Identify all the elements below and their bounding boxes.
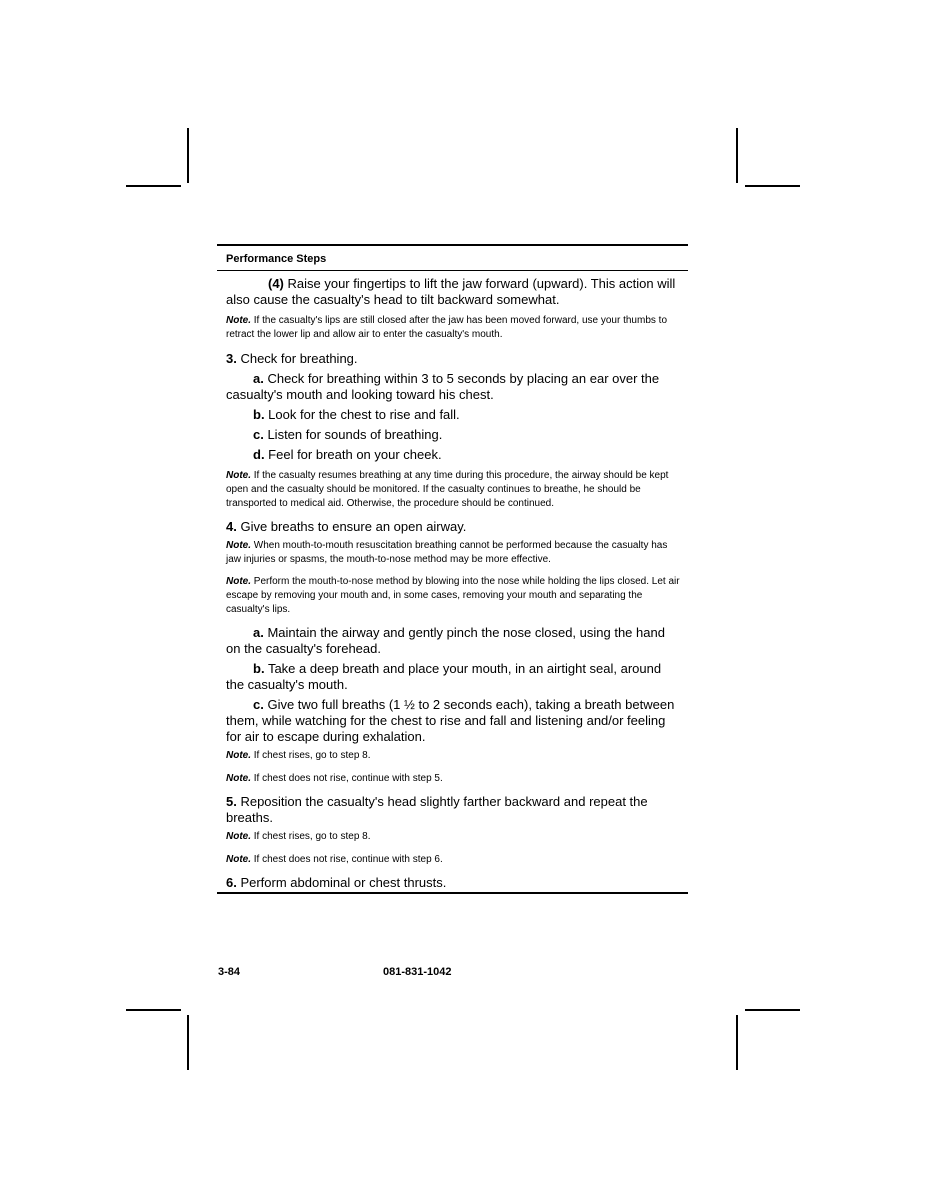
step-5: 5. Reposition the casualty's head slightly farther backward and repeat the breaths. bbox=[226, 794, 648, 825]
note: Note. When mouth-to-mouth resuscitation breathing cannot be performed because the casualty has jaw injuries or spasms, the mouth-to-nose method may be more effective. bbox=[226, 540, 668, 565]
crop-mark bbox=[736, 1015, 738, 1070]
crop-mark bbox=[126, 1009, 181, 1011]
step-6: 6. Perform abdominal or chest thrusts. bbox=[226, 875, 447, 890]
page-footer bbox=[218, 966, 518, 980]
header-rule bbox=[217, 270, 688, 271]
document-body bbox=[217, 244, 688, 894]
crop-mark bbox=[745, 1009, 800, 1011]
crop-mark bbox=[187, 128, 189, 183]
note: Note. If the casualty's lips are still closed after the jaw has been moved forward, use your thumbs to retract the lower lip and allow air to enter the casualty's mouth. bbox=[226, 315, 668, 340]
step-3b: b. Look for the chest to rise and fall. bbox=[253, 407, 460, 422]
note: Note. If chest rises, go to step 8. bbox=[226, 750, 371, 761]
note: Note. If chest rises, go to step 8. bbox=[226, 831, 371, 842]
page-number: 3-84 bbox=[218, 966, 241, 978]
note: Note. If the casualty resumes breathing at any time during this procedure, the airway should be kept open and the casualty should be monitored. If the casualty continues to breathe, he should be transported to medical aid. Otherwise, the procedure should be continued. bbox=[226, 470, 669, 509]
step-3d: d. Feel for breath on your cheek. bbox=[253, 447, 442, 462]
crop-mark bbox=[745, 185, 800, 187]
step-4b: b. Take a deep breath and place your mouth, in an airtight seal, around the casualty's mouth. bbox=[226, 661, 662, 692]
step-3a: a. Check for breathing within 3 to 5 seconds by placing an ear over the casualty's mouth and looking toward his chest. bbox=[226, 371, 660, 402]
step-3: 3. Check for breathing. bbox=[226, 351, 358, 366]
note: Note. If chest does not rise, continue with step 5. bbox=[226, 773, 443, 784]
crop-mark bbox=[187, 1015, 189, 1070]
section-header: Performance Steps bbox=[226, 253, 327, 265]
step-3c: c. Listen for sounds of breathing. bbox=[253, 427, 443, 442]
crop-mark bbox=[736, 128, 738, 183]
step-4c: c. Give two full breaths (1 ½ to 2 seconds each), taking a breath between them, while watching for the chest to rise and fall and listening and/or feeling for air to escape during exhalation. bbox=[226, 697, 675, 744]
step-3-4-continued: (4) Raise your fingertips to lift the jaw forward (upward). This action will also cause the casualty's head to tilt backward somewhat. bbox=[226, 276, 676, 307]
steps-content bbox=[217, 276, 688, 891]
task-number: 081-831-1042 bbox=[383, 966, 452, 978]
bottom-rule bbox=[217, 892, 688, 894]
step-4a: a. Maintain the airway and gently pinch the nose closed, using the hand on the casualty's forehead. bbox=[226, 625, 665, 656]
note: Note. If chest does not rise, continue with step 6. bbox=[226, 854, 443, 865]
note: Note. Perform the mouth-to-nose method by blowing into the nose while holding the lips closed. Let air escape by removing your mouth and, in some cases, removing your mouth and separating the casualty's lips. bbox=[226, 576, 680, 615]
crop-mark bbox=[126, 185, 181, 187]
step-4: 4. Give breaths to ensure an open airway. bbox=[226, 519, 467, 534]
